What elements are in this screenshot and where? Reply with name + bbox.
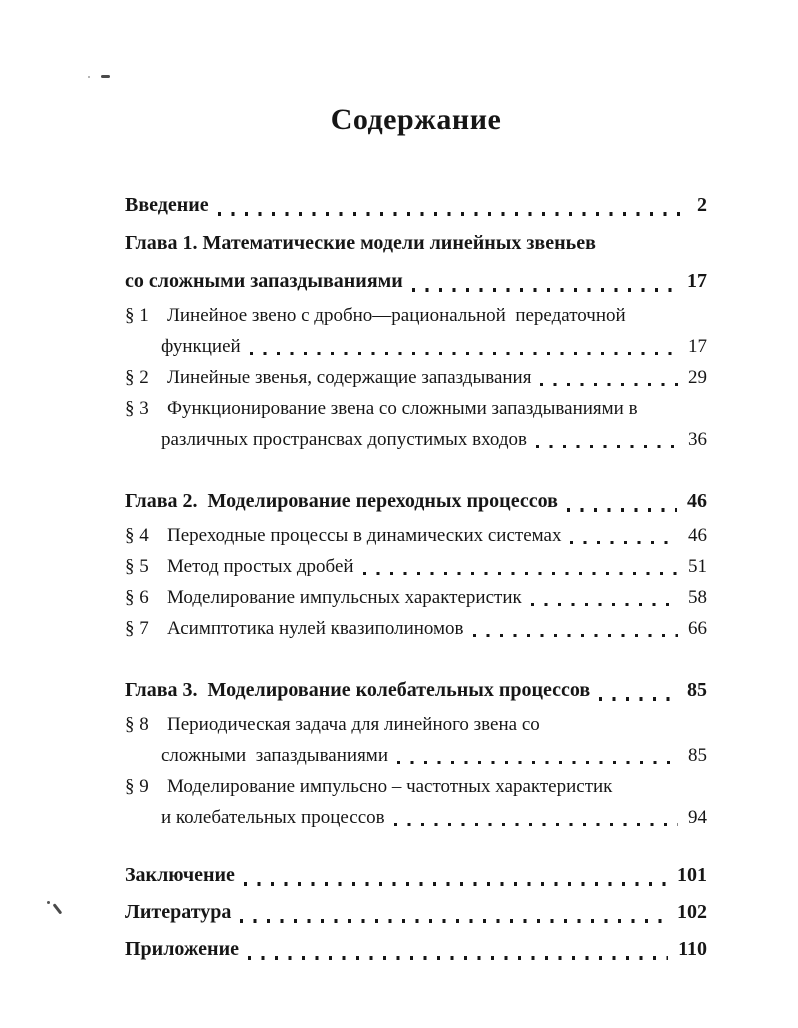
toc-row bbox=[125, 482, 707, 520]
toc-row bbox=[125, 857, 707, 894]
dot-leader bbox=[363, 572, 678, 575]
toc-entry-label: Заключение bbox=[125, 864, 235, 886]
toc-entry-label: Переходные процессы в динамических системах bbox=[167, 525, 562, 546]
toc-entry-label: различных пространсвах допустимых входов bbox=[161, 429, 527, 450]
page-number: 17 bbox=[687, 270, 707, 292]
toc-entry-label: Глава 2. Моделирование переходных процессов bbox=[125, 490, 558, 512]
page-number: 46 bbox=[688, 525, 707, 546]
dot-leader bbox=[412, 288, 677, 292]
toc-row bbox=[125, 709, 707, 740]
toc-entry-label: Функционирование звена со сложными запаздываниями в bbox=[167, 398, 638, 419]
section-number: § 5 bbox=[125, 556, 149, 577]
toc-row bbox=[125, 802, 707, 833]
toc-row bbox=[125, 551, 707, 582]
page-number: 102 bbox=[677, 901, 707, 923]
toc-group bbox=[125, 482, 707, 644]
toc-entry-label: со сложными запаздываниями bbox=[125, 270, 403, 292]
dot-leader bbox=[250, 352, 678, 355]
page-number: 66 bbox=[688, 618, 707, 639]
page-number: 2 bbox=[697, 194, 707, 216]
toc-row bbox=[125, 424, 707, 455]
toc-entry-label: Введение bbox=[125, 194, 209, 216]
page-number: 101 bbox=[677, 864, 707, 886]
toc-group bbox=[125, 186, 707, 224]
toc-row bbox=[125, 362, 707, 393]
toc-entry-label: Периодическая задача для линейного звена со bbox=[167, 714, 540, 735]
toc-group bbox=[125, 857, 707, 968]
toc-entry-label: Линейное звено с дробно—рациональной передаточной bbox=[167, 305, 626, 326]
toc-row bbox=[125, 331, 707, 362]
toc-group bbox=[125, 224, 707, 455]
smudge-mark bbox=[47, 901, 50, 904]
toc-row bbox=[125, 582, 707, 613]
toc-row bbox=[125, 186, 707, 224]
dot-leader bbox=[531, 603, 678, 606]
dot-leader bbox=[394, 823, 678, 826]
section-number: § 3 bbox=[125, 398, 149, 419]
page-number: 85 bbox=[687, 679, 707, 701]
toc-entry-label: сложными запаздываниями bbox=[161, 745, 388, 766]
toc-row bbox=[125, 740, 707, 771]
dot-leader bbox=[599, 697, 677, 701]
toc-entry-label: Глава 3. Моделирование колебательных процессов bbox=[125, 679, 591, 701]
table-of-contents bbox=[125, 186, 707, 968]
dot-leader bbox=[248, 956, 668, 960]
dot-leader bbox=[536, 445, 678, 448]
page-number: 36 bbox=[688, 429, 707, 450]
page-number: 17 bbox=[688, 336, 707, 357]
section-number: § 2 bbox=[125, 367, 149, 388]
toc-entry-label: Метод простых дробей bbox=[167, 556, 354, 577]
dot-leader bbox=[540, 383, 678, 386]
toc-entry-label: Моделирование импульсных характеристик bbox=[167, 587, 522, 608]
toc-group bbox=[125, 671, 707, 833]
dot-leader bbox=[244, 882, 667, 886]
page-number: 29 bbox=[688, 367, 707, 388]
section-number: § 4 bbox=[125, 525, 149, 546]
toc-entry-label: функцией bbox=[161, 336, 241, 357]
toc-entry-label: Приложение bbox=[125, 938, 239, 960]
toc-row bbox=[125, 931, 707, 968]
toc-row bbox=[125, 771, 707, 802]
toc-row bbox=[125, 224, 707, 262]
page-number: 46 bbox=[687, 490, 707, 512]
toc-row bbox=[125, 671, 707, 709]
page-title: Содержание bbox=[330, 103, 502, 136]
section-number: § 7 bbox=[125, 618, 149, 639]
toc-row bbox=[125, 613, 707, 644]
toc-entry-label: Глава 1. Математические модели линейных звеньев bbox=[125, 232, 596, 254]
toc-row bbox=[125, 393, 707, 424]
section-number: § 9 bbox=[125, 776, 149, 797]
section-number: § 6 bbox=[125, 587, 149, 608]
dot-leader bbox=[570, 541, 678, 544]
toc-entry-label: Литература bbox=[125, 901, 232, 923]
dot-leader bbox=[397, 761, 678, 764]
page-number: 58 bbox=[688, 587, 707, 608]
dot-leader bbox=[473, 634, 678, 637]
smudge-mark bbox=[88, 76, 90, 78]
page-number: 94 bbox=[688, 807, 707, 828]
toc-content bbox=[125, 100, 707, 968]
page-number: 110 bbox=[678, 938, 707, 960]
toc-row bbox=[125, 520, 707, 551]
toc-row bbox=[125, 262, 707, 300]
toc-entry-label: и колебательных процессов bbox=[161, 807, 385, 828]
section-number: § 8 bbox=[125, 714, 149, 735]
toc-entry-label: Линейные звенья, содержащие запаздывания bbox=[167, 367, 532, 388]
smudge-mark bbox=[53, 904, 62, 915]
toc-entry-label: Моделирование импульсно – частотных характеристик bbox=[167, 776, 613, 797]
section-number: § 1 bbox=[125, 305, 149, 326]
dot-leader bbox=[218, 212, 687, 216]
toc-entry-label: Асимптотика нулей квазиполиномов bbox=[167, 618, 464, 639]
page-number: 51 bbox=[688, 556, 707, 577]
smudge-mark bbox=[101, 75, 110, 78]
dot-leader bbox=[240, 919, 667, 923]
toc-row bbox=[125, 894, 707, 931]
page-number: 85 bbox=[688, 745, 707, 766]
dot-leader bbox=[567, 508, 677, 512]
toc-row bbox=[125, 300, 707, 331]
